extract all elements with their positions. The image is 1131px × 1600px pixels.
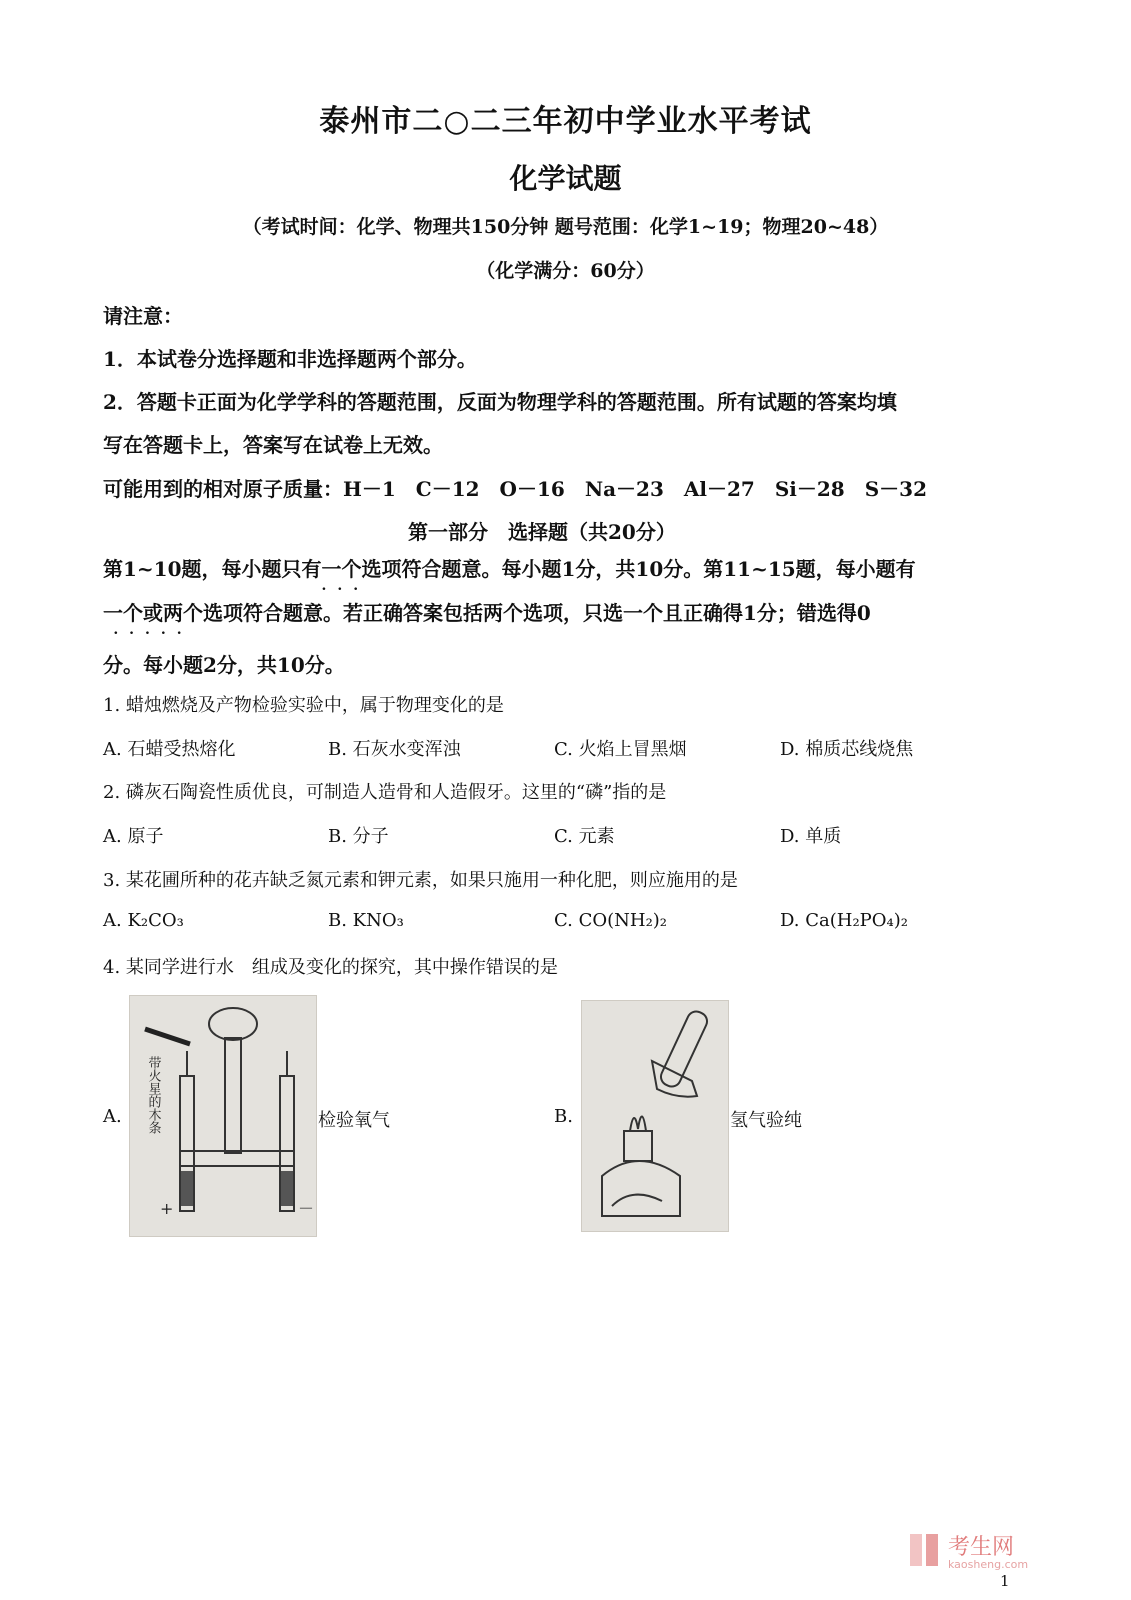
question-1-stem: 1. 蜡烛燃烧及产物检验实验中，属于物理变化的是 <box>103 695 504 716</box>
emphasized-text: 一个 ... <box>321 557 370 594</box>
wooden-stick-shape <box>145 1029 190 1044</box>
atomic-masses: 可能用到的相对原子质量：H－1 C－12 O－16 Na－23 Al－27 Si－28 S－32 <box>103 477 927 501</box>
lamp-wick <box>612 1195 662 1206</box>
q3-option-a: A. K₂CO₃ <box>103 910 184 931</box>
reservoir-bulb <box>209 1008 257 1040</box>
hydrogen-purity-test-image <box>581 1000 729 1232</box>
notice-2a: 2．答题卡正面为化学学科的答题范围，反面为物理学科的答题范围。所有试题的答案均填 <box>103 390 897 414</box>
watermark-brand: 考生网 <box>948 1535 1015 1560</box>
left-electrode <box>181 1171 193 1206</box>
q2-option-d: D. 单质 <box>780 826 842 847</box>
lamp-neck <box>624 1131 652 1161</box>
q2-option-b: B. 分子 <box>328 826 389 847</box>
exam-info: （考试时间：化学、物理共150分钟 题号范围：化学1~19；物理20~48） <box>242 216 889 238</box>
q4-option-a-label: A. <box>103 1106 122 1127</box>
watermark-site: kaosheng.com <box>948 1558 1029 1570</box>
q4-option-b-label: B. <box>554 1106 573 1127</box>
q1-option-b: B. 石灰水变浑浊 <box>328 739 461 760</box>
instruction-line-2 <box>103 597 871 638</box>
page-title: 泰州市二○二三年初中学业水平考试 <box>319 104 812 139</box>
electrolysis-apparatus-image <box>129 995 317 1237</box>
instruction-text: 第1~10题，每小题只有 <box>103 557 322 581</box>
emphasis-dots: ... <box>321 578 370 594</box>
instruction-text: 选项符合题意。每小题1分，共10分。第11~15题，每小题有 <box>361 557 916 581</box>
q4-option-a-caption: 检验氧气 <box>318 1110 390 1131</box>
alcohol-lamp-body <box>602 1161 680 1216</box>
instruction-line-3: 分。每小题2分，共10分。 <box>103 653 345 677</box>
question-4-stem: 4. 某同学进行水 组成及变化的探究，其中操作错误的是 <box>103 957 558 978</box>
negative-terminal-sign: － <box>298 1199 315 1218</box>
electrolysis-apparatus-figure <box>130 996 316 1236</box>
notice-1: 1．本试卷分选择题和非选择题两个部分。 <box>103 347 477 371</box>
full-score: （化学满分：60分） <box>476 260 655 282</box>
hand-shape <box>652 1061 697 1097</box>
question-2-stem: 2. 磷灰石陶瓷性质优良，可制造人造骨和人造假牙。这里的“磷”指的是 <box>103 782 667 803</box>
q3-option-d: D. Ca(H₂PO₄)₂ <box>780 910 908 931</box>
center-tube <box>225 1038 241 1153</box>
flame-shape <box>630 1116 646 1131</box>
page-number: 1 <box>1000 1572 1010 1590</box>
q3-option-b: B. KNO₃ <box>328 910 404 931</box>
notice-title: 请注意： <box>103 304 183 328</box>
emphasis-dots: ..... <box>113 622 193 638</box>
hydrogen-purity-test-figure <box>582 1001 728 1231</box>
wooden-stick-caption: 带火星的木条 <box>146 1056 162 1134</box>
question-3-stem: 3. 某花圃所种的花卉缺乏氮元素和钾元素，如果只施用一种化肥，则应施用的是 <box>103 870 738 891</box>
watermark-logo <box>906 1530 1086 1570</box>
q1-option-a: A. 石蜡受热熔化 <box>103 739 236 760</box>
right-electrode <box>281 1171 293 1206</box>
notice-2b: 写在答题卡上，答案写在试卷上无效。 <box>103 433 443 457</box>
instruction-text: 选项符合题意。若正确答案包括两个选项，只选一个且正确得1分；错选得0 <box>203 601 871 625</box>
q4-option-b-caption: 氢气验纯 <box>730 1110 802 1131</box>
page-subtitle: 化学试题 <box>509 162 622 195</box>
q3-option-c: C. CO(NH₂)₂ <box>554 910 668 931</box>
positive-terminal-sign: + <box>160 1199 174 1218</box>
part1-title: 第一部分 选择题（共20分） <box>408 520 676 544</box>
emphasized-text: 一个或两个 ..... <box>103 601 203 638</box>
watermark-logo-bar-right <box>926 1534 938 1566</box>
watermark-logo-bar-left <box>910 1534 922 1566</box>
instruction-line-1 <box>103 553 916 594</box>
site-watermark <box>906 1530 1086 1570</box>
q2-option-a: A. 原子 <box>103 826 164 847</box>
q1-option-d: D. 棉质芯线烧焦 <box>780 739 914 760</box>
q1-option-c: C. 火焰上冒黑烟 <box>554 739 687 760</box>
q2-option-c: C. 元素 <box>554 826 615 847</box>
